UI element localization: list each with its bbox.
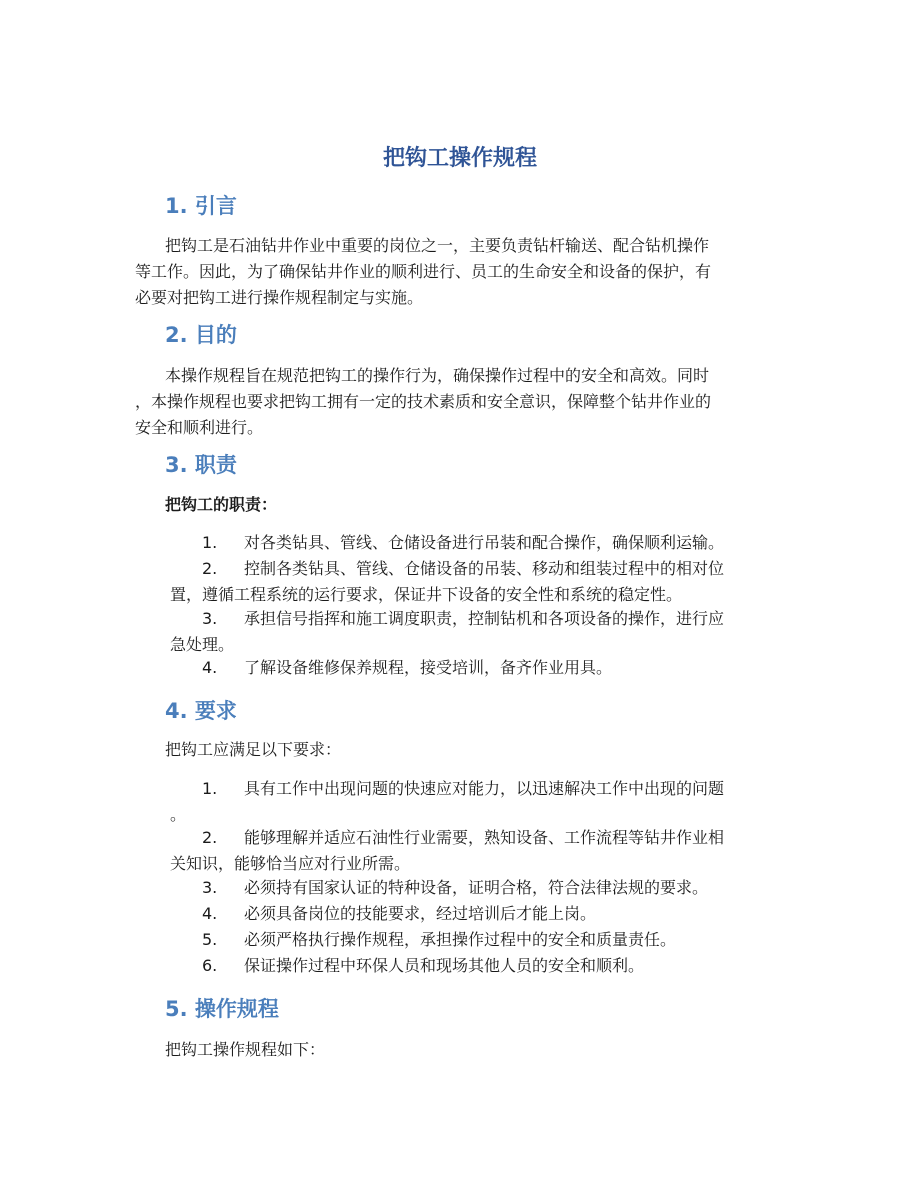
requirements-subtitle: 把钩工应满足以下要求：	[165, 740, 342, 759]
list-item	[170, 927, 786, 953]
intro-paragraph	[135, 233, 786, 311]
purpose-paragraph	[135, 363, 786, 441]
list-number: 6.	[202, 956, 218, 975]
paragraph-line: 本操作规程旨在规范把钩工的操作行为，确保操作过程中的安全和高效。同时	[165, 366, 710, 385]
list-text: 了解设备维修保养规程，接受培训，备齐作业用具。	[244, 658, 613, 677]
list-number: 3.	[202, 609, 218, 628]
list-item	[170, 953, 786, 979]
list-number: 1.	[202, 779, 218, 798]
list-item-line	[170, 776, 786, 802]
list-item	[170, 606, 786, 658]
list-item	[170, 556, 786, 608]
list-item-line	[170, 530, 786, 556]
section-heading-purpose: 2. 目的	[165, 323, 237, 347]
list-item-line	[170, 556, 786, 582]
list-item	[170, 776, 786, 828]
list-text: 对各类钻具、管线、仓储设备进行吊装和配合操作，确保顺利运输。	[244, 533, 725, 552]
list-text: 承担信号指挥和施工调度职责，控制钻机和各项设备的操作，进行应	[244, 609, 725, 628]
list-item	[170, 875, 786, 901]
list-item-line	[170, 901, 786, 927]
section-heading-procedures: 5. 操作规程	[165, 997, 279, 1021]
list-number: 3.	[202, 878, 218, 897]
list-number: 4.	[202, 904, 218, 923]
list-text: 具有工作中出现问题的快速应对能力，以迅速解决工作中出现的问题	[244, 779, 725, 798]
list-item-line: 急处理。	[170, 635, 235, 654]
list-text: 能够理解并适应石油性行业需要，熟知设备、工作流程等钻井作业相	[244, 828, 725, 847]
paragraph-line: 必要对把钩工进行操作规程制定与实施。	[135, 288, 424, 307]
list-number: 2.	[202, 559, 218, 578]
list-item-line: 。	[170, 805, 187, 824]
section-heading-requirements: 4. 要求	[165, 699, 237, 723]
section-heading-intro: 1. 引言	[165, 194, 237, 218]
list-number: 5.	[202, 930, 218, 949]
list-number: 1.	[202, 533, 218, 552]
paragraph-line: 把钩工是石油钻井作业中重要的岗位之一，主要负责钻杆输送、配合钻机操作	[165, 236, 710, 255]
list-item-line: 关知识，能够恰当应对行业所需。	[170, 854, 411, 873]
procedures-subtitle: 把钩工操作规程如下：	[165, 1040, 326, 1059]
page-title: 把钩工操作规程	[382, 146, 537, 171]
section-heading-duties: 3. 职责	[165, 453, 237, 477]
paragraph-line: 等工作。因此，为了确保钻井作业的顺利进行、员工的生命安全和设备的保护，有	[135, 262, 712, 281]
list-item	[170, 530, 786, 556]
list-text: 必须严格执行操作规程，承担操作过程中的安全和质量责任。	[244, 930, 677, 949]
list-item	[170, 655, 786, 681]
list-text: 保证操作过程中环保人员和现场其他人员的安全和顺利。	[244, 956, 645, 975]
list-text: 必须具备岗位的技能要求，经过培训后才能上岗。	[244, 904, 597, 923]
list-text: 必须持有国家认证的特种设备，证明合格，符合法律法规的要求。	[244, 878, 709, 897]
list-item-line	[170, 655, 786, 681]
list-item-line: 置，遵循工程系统的运行要求，保证井下设备的安全性和系统的稳定性。	[170, 585, 683, 604]
paragraph-line: 安全和顺利进行。	[135, 418, 264, 437]
list-number: 4.	[202, 658, 218, 677]
list-item	[170, 825, 786, 877]
list-item-line	[170, 606, 786, 632]
list-item-line	[170, 953, 786, 979]
paragraph-line: ，本操作规程也要求把钩工拥有一定的技术素质和安全意识，保障整个钻井作业的	[135, 392, 712, 411]
list-item-line	[170, 927, 786, 953]
list-item-line	[170, 875, 786, 901]
list-number: 2.	[202, 828, 218, 847]
duties-subtitle: 把钩工的职责：	[165, 495, 278, 514]
list-item-line	[170, 825, 786, 851]
list-text: 控制各类钻具、管线、仓储设备的吊装、移动和组装过程中的相对位	[244, 559, 725, 578]
list-item	[170, 901, 786, 927]
